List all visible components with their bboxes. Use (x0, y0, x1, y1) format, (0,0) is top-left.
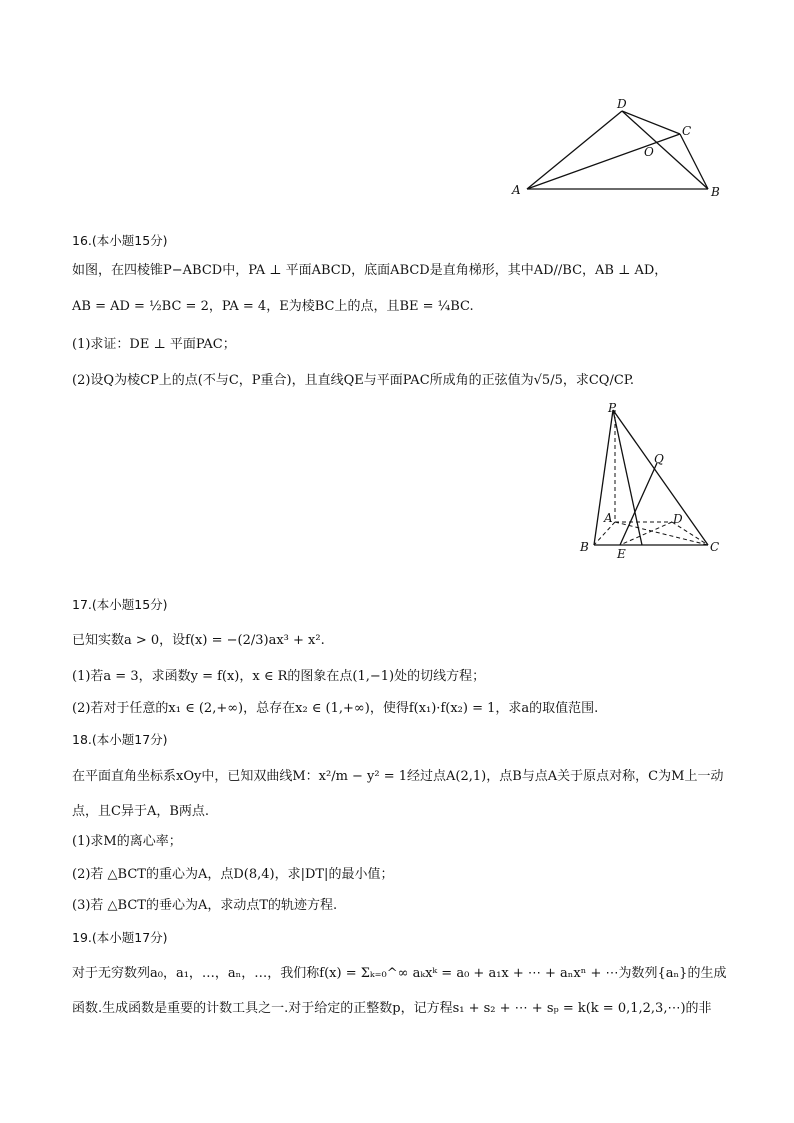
q18-part3: (3)若 △BCT的垂心为A，求动点T的轨迹方程. (72, 898, 338, 913)
q16-line2: AB = AD = ½BC = 2，PA = 4，E为棱BC上的点，且BE = ¼BC. (72, 299, 474, 314)
edge-ad (527, 111, 622, 189)
edge-cb (680, 134, 708, 189)
q16-header: 16.(本小题15分) (72, 233, 168, 248)
label-e2: E (617, 547, 626, 561)
pyramid-figure (576, 400, 726, 565)
q19-line2: 函数.生成函数是重要的计数工具之一.对于给定的正整数p，记方程s₁ + s₂ + ⋯ + sₚ = k(k = 0,1,2,3,⋯)的非 (72, 1001, 712, 1016)
label-d2: D (673, 512, 683, 526)
label-o: O (644, 145, 654, 159)
q16-line1: 如图，在四棱锥P−ABCD中，PA ⊥ 平面ABCD，底面ABCD是直角梯形，其中AD//BC，AB ⊥ AD， (72, 263, 668, 278)
q18-header: 18.(本小题17分) (72, 732, 168, 747)
label-q: Q (654, 452, 664, 466)
segment-de-hidden (620, 522, 672, 545)
q17-header: 17.(本小题15分) (72, 597, 168, 612)
q19-line1: 对于无穷数列a₀，a₁，…，aₙ，…，我们称f(x) = Σₖ₌₀^∞ aₖxᵏ = a₀ + a₁x + ⋯ + aₙxⁿ + ⋯为数列{aₙ}的生成 (72, 966, 727, 981)
q17-part1: (1)若a = 3，求函数y = f(x)，x ∈ R的图象在点(1,−1)处的切线方程； (72, 669, 486, 684)
label-c: C (682, 124, 692, 138)
q16-part1: (1)求证：DE ⊥ 平面PAC； (72, 337, 236, 352)
label-d: D (617, 97, 627, 111)
q17-part2: (2)若对于任意的x₁ ∈ (2,+∞)，总存在x₂ ∈ (1,+∞)，使得f(x₁)·f(x₂) = 1，求a的取值范围. (72, 701, 599, 716)
label-a2: A (604, 511, 613, 525)
label-c2: C (710, 540, 720, 554)
segment-qe (620, 463, 657, 545)
q18-line1: 在平面直角坐标系xOy中，已知双曲线M：x²/m − y² = 1经过点A(2,1)，点B与点A关于原点对称，C为M上一动 (72, 769, 724, 784)
edge-dc (622, 111, 680, 134)
q16-part2: (2)设Q为棱CP上的点(不与C，P重合)，且直线QE与平面PAC所成角的正弦值为√5/5，求CQ/CP. (72, 373, 635, 388)
label-p: P (608, 401, 617, 415)
q19-header: 19.(本小题17分) (72, 930, 168, 945)
quadrilateral-figure (500, 92, 730, 202)
q18-part2: (2)若 △BCT的重心为A，点D(8,4)，求|DT|的最小值； (72, 867, 394, 882)
label-b2: B (580, 540, 589, 554)
label-b: B (711, 185, 720, 199)
q18-line2: 点，且C异于A，B两点. (72, 804, 210, 819)
label-a: A (512, 183, 521, 197)
q18-part1: (1)求M的离心率； (72, 834, 182, 849)
q17-line1: 已知实数a > 0，设f(x) = −(2/3)ax³ + x². (72, 633, 325, 648)
